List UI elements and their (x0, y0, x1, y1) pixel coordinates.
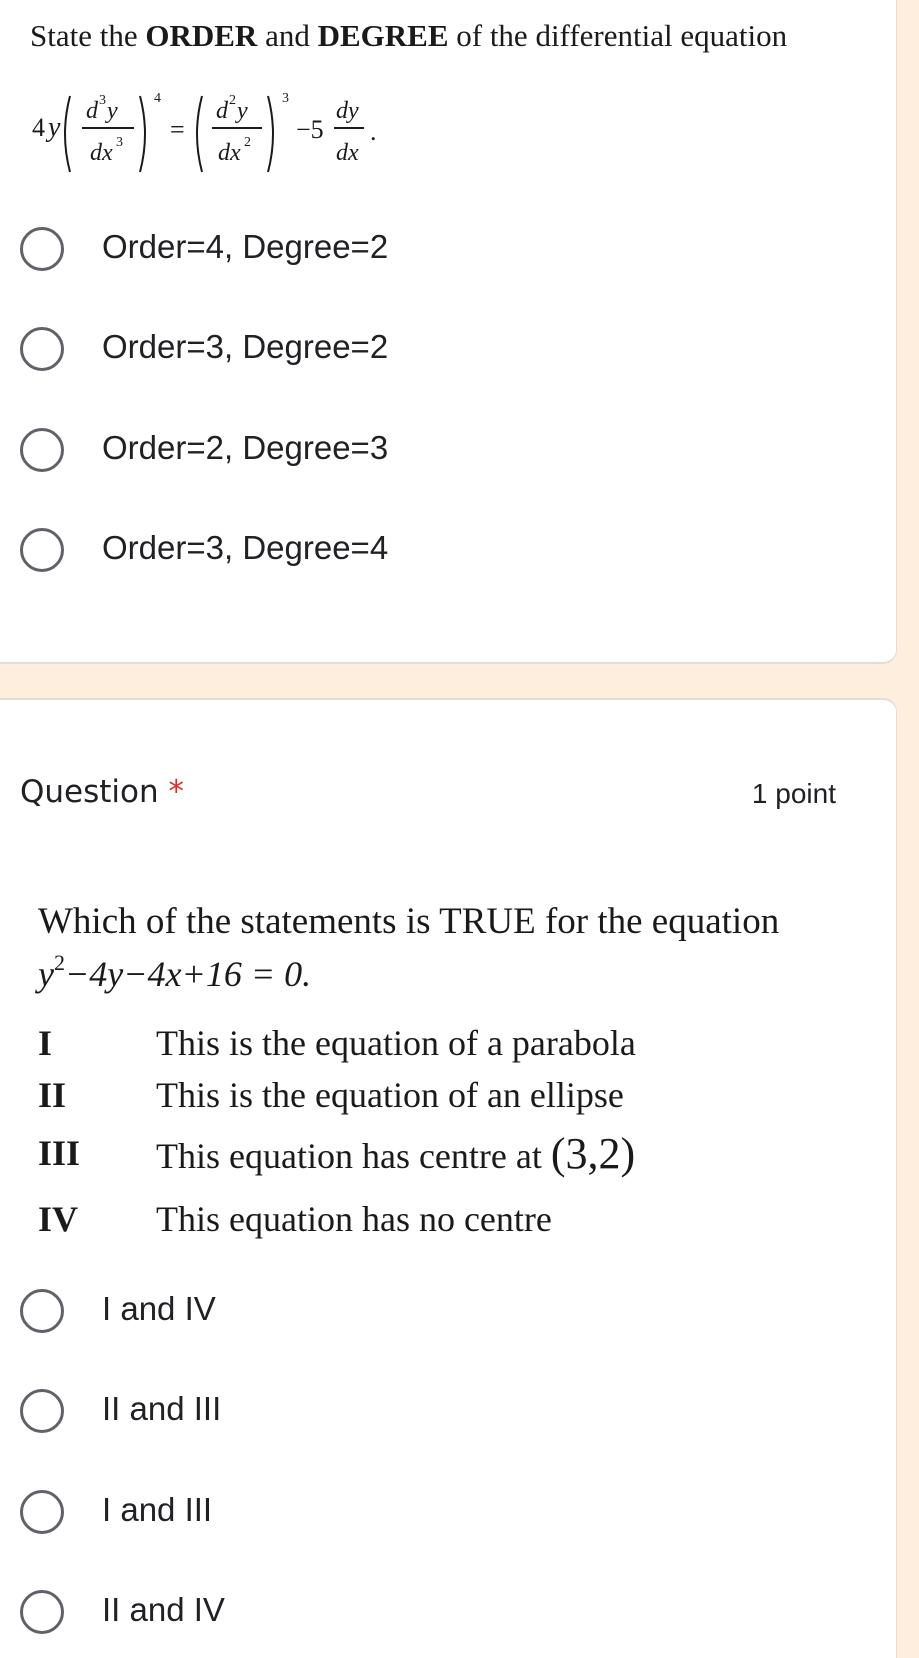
required-asterisk: * (168, 774, 185, 810)
svg-text:y: y (237, 98, 248, 124)
radio-button[interactable] (20, 428, 64, 472)
svg-text:dx: dx (90, 140, 113, 166)
radio-button[interactable] (20, 528, 64, 572)
statement-3-centre: (3,2) (550, 1129, 636, 1178)
svg-text:=: = (170, 115, 185, 144)
svg-text:4: 4 (154, 91, 161, 106)
q1-option-2[interactable] (18, 322, 718, 378)
statement-2-text: This is the equation of an ellipse (156, 1075, 624, 1115)
q2-option-2[interactable] (18, 1384, 718, 1440)
statement-1-text: This is the equation of a parabola (156, 1023, 636, 1063)
differential-equation-image (30, 84, 430, 184)
svg-text:d: d (86, 98, 98, 124)
question-1-prompt: State the ORDER and DEGREE of the differential equation (30, 18, 788, 53)
radio-button[interactable] (20, 227, 64, 271)
q2-option-3-label: I and III (102, 1491, 213, 1528)
svg-text:2: 2 (244, 135, 251, 150)
radio-button[interactable] (20, 327, 64, 371)
q1-option-3-label: Order=2, Degree=3 (102, 429, 389, 466)
q2-option-3[interactable] (18, 1485, 718, 1541)
statement-3 (156, 1128, 635, 1179)
statement-4-text: This equation has no centre (156, 1199, 552, 1239)
conic-equation: $y^2-4y-4x+16 = 0$. (38, 950, 312, 994)
radio-button[interactable] (20, 1289, 64, 1333)
statement-2-number: II (38, 1075, 67, 1115)
q2-option-2-label: II and III (102, 1390, 222, 1427)
radio-button[interactable] (20, 1590, 64, 1634)
statement-3-text: This equation has centre at (156, 1136, 542, 1176)
statement-4-number: IV (38, 1199, 79, 1239)
q2-option-4[interactable] (18, 1585, 718, 1641)
q1-option-1[interactable] (18, 222, 718, 278)
points-label: 1 point (751, 778, 836, 809)
q1-option-4[interactable] (18, 523, 718, 579)
radio-button[interactable] (20, 1490, 64, 1534)
q2-option-4-label: II and IV (102, 1591, 225, 1628)
question-2-prompt: Which of the statements is TRUE for the equation (38, 901, 780, 942)
question-title: Question * (20, 774, 185, 810)
svg-text:3: 3 (282, 91, 289, 106)
question-card-2 (0, 698, 897, 1658)
svg-text:dy: dy (336, 98, 359, 124)
q1-option-3[interactable] (18, 423, 718, 479)
svg-text:2: 2 (229, 93, 236, 108)
statement-3-number: III (38, 1133, 81, 1173)
q1-option-2-label: Order=3, Degree=2 (102, 328, 389, 365)
svg-text:y: y (48, 112, 61, 143)
svg-text:y: y (107, 98, 118, 124)
svg-text:−5: −5 (296, 115, 324, 144)
svg-text:4: 4 (32, 113, 45, 142)
svg-text:dx: dx (218, 140, 241, 166)
svg-text:.: . (370, 117, 377, 146)
q1-option-1-label: Order=4, Degree=2 (102, 228, 389, 265)
q2-option-1-label: I and IV (102, 1290, 216, 1327)
q1-option-4-label: Order=3, Degree=4 (102, 529, 389, 566)
radio-button[interactable] (20, 1389, 64, 1433)
svg-text:dx: dx (336, 140, 359, 166)
svg-text:d: d (216, 98, 228, 124)
statement-1-number: I (38, 1023, 53, 1063)
q2-option-1[interactable] (18, 1284, 718, 1340)
question-card-1 (0, 0, 897, 664)
svg-text:3: 3 (116, 135, 123, 150)
svg-text:3: 3 (99, 93, 106, 108)
